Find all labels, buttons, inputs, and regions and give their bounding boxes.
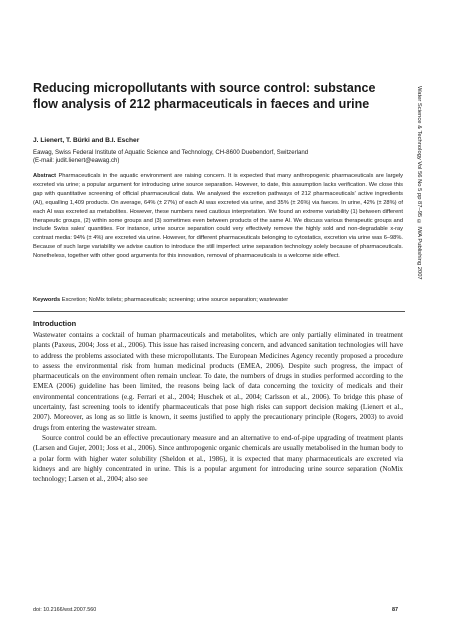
- abstract-text: Pharmaceuticals in the aquatic environment are raising concern. It is expected that many anthropogenic pharmaceuticals are largely excreted via urine; a popular argument for introducing urine source separation. However, to date, this assumption lacks verification. We close this gap with quantitative screening of official pharmaceutical data. We analysed the excretion pathways of 212 pharmaceuticals' active ingredients (AI), equalling 1,409 products. On average, 64% (± 27%) of each AI was excreted via urine, and 35% (± 26%) via faeces. In urine, 42% (± 28%) of each AI was excreted as metabolites. However, these numbers need cautious interpretation. We found an extreme variability (1) between different therapeutic groups, (2) within some groups and (3) sometimes even between products of the same AI. We discuss various therapeutic groups and include Swiss sales' quantities. For instance, urine source separation could very effectively remove the highly sold and non-degradable x-ray contrast media: 94% (± 4%) are excreted via urine. However, for different pharmaceuticals belonging to cytostatics, excretion via urine was 6–98%. Because of such large variability we advise caution to introduce the still imperfect urine separation technology solely because of pharmaceuticals. Nonetheless, together with other good arguments for this innovation, removal of pharmaceuticals is a welcome side effect.: [33, 173, 403, 260]
- article-title: Reducing micropollutants with source control: substance flow analysis of 212 pharmaceuticals in faeces and urine: [33, 81, 376, 111]
- keywords-label: Keywords: [33, 297, 61, 303]
- journal-citation: Water Science & Technology Vol 56 No 5 pp 87–95 © IWA Publishing 2007: [416, 86, 422, 280]
- affiliation-text: Eawag, Swiss Federal Institute of Aquatic Science and Technology, CH-8600 Duebendorf, Switzerland: [33, 149, 309, 156]
- page-number: 87: [392, 607, 398, 613]
- journal-sidebar: [413, 86, 427, 306]
- body-paragraph: Source control could be an effective precautionary measure and an alternative to end-of-pipe upgrading of treatment plants (Larsen and Gujer, 2001; Joss et al., 2006). Since anthropogenic organic chemicals are usually metabolised in the human body to a polar form with higher water solubility (Sheldon et al., 1986), it is expected that many pharmaceuticals are excreted via kidneys and are highly concentrated in urine. This is a popular argument for introducing urine source separation (NoMix technology; Larsen et al., 2004; also see: [33, 433, 403, 484]
- doi-footer[interactable]: doi: 10.2166/wst.2007.560: [33, 607, 97, 613]
- introduction-body: [33, 330, 403, 484]
- keywords-block: [33, 296, 403, 305]
- body-paragraph: Wastewater contains a cocktail of human pharmaceuticals and metabolites, which are only partially eliminated in treatment plants (Paxeus, 2004; Joss et al., 2006). This issue has raised increasing concern, and advanced sanitation technologies will have to address the problems associated with these micropollutants. The European Medicines Agency recently proposed a procedure to assess the environmental risk from human medicinal products (EMEA, 2006). Despite such progress, the impact of pharmaceuticals on the environment often remain unclear. To date, the numbers of drugs in studies performed according to the EMEA (2006) guideline has been limited, the reasons being lack of data concerning the toxicity of medicals and their environmental concentrations (e.g. Ferrari et al., 2004; Huschek et al., 2004; Carlsson et al., 2006). To bridge this phase of uncertainty, fast screening tools to identify pharmaceuticals that pose high risks can support decision making (Lienert et al., 2007). Moreover, as long as so little is known, it seems justified to apply the precautionary principle (Rogers, 2003) to avoid drugs from entering the wastewater stream.: [33, 331, 403, 432]
- author-email[interactable]: (E-mail: judit.lienert@eawag.ch): [33, 157, 120, 165]
- keywords-text: Excretion; NoMix toilets; pharmaceuticals; screening; urine source separation; wastewater: [61, 297, 289, 303]
- abstract-label: Abstract: [33, 173, 57, 179]
- affiliation-block: [33, 149, 403, 166]
- section-divider: [33, 311, 405, 312]
- author-list: J. Lienert, T. Bürki and B.I. Escher: [33, 137, 140, 144]
- introduction-heading: Introduction: [33, 319, 77, 328]
- abstract-block: [33, 172, 403, 261]
